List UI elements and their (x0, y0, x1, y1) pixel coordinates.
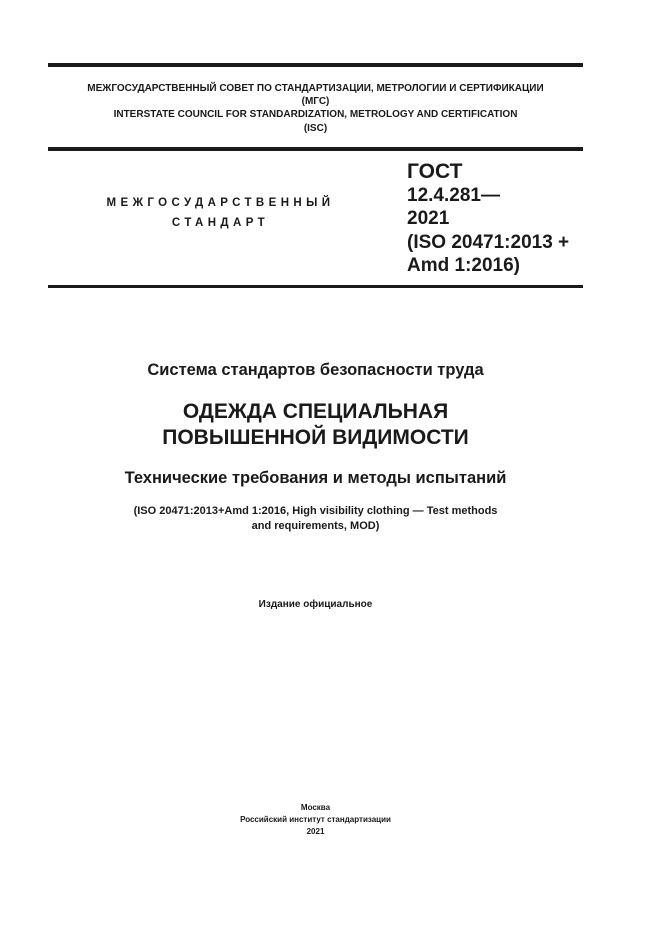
iso-reference-line2: and requirements, MOD) (251, 520, 380, 532)
council-abbr-ru: (МГС) (301, 96, 330, 108)
iso-reference (48, 504, 583, 534)
standard-kind-line1: МЕЖГОСУДАРСТВЕННЫЙ (106, 197, 335, 209)
standard-kind (48, 193, 393, 233)
council-abbr-en: (ISC) (303, 122, 328, 134)
council-name-ru: МЕЖГОСУДАРСТВЕННЫЙ СОВЕТ ПО СТАНДАРТИЗАЦИИ, МЕТРОЛОГИИ И СЕРТИФИКАЦИИ (87, 83, 544, 94)
imprint-publisher: Российский институт стандартизации (240, 815, 391, 824)
main-title-line2: ПОВЫШЕННОЙ ВИДИМОСТИ (162, 425, 469, 449)
main-title (48, 399, 583, 450)
main-title-line1: ОДЕЖДА СПЕЦИАЛЬНАЯ (182, 400, 449, 423)
top-rule (48, 63, 583, 67)
subtitle: Технические требования и методы испытаний (124, 469, 507, 487)
council-name-en: INTERSTATE COUNCIL FOR STANDARDIZATION, METROLOGY AND CERTIFICATION (113, 109, 518, 121)
designation-line2: 12.4.281— (407, 184, 500, 206)
designation-line3: 2021 (407, 208, 450, 229)
designation-rule (48, 285, 583, 288)
standard-designation (407, 160, 583, 278)
imprint (48, 802, 583, 838)
imprint-year: 2021 (306, 827, 325, 836)
system-title: Система стандартов безопасности труда (147, 361, 484, 379)
council-header (48, 82, 583, 135)
designation-line1: ГОСТ (407, 160, 463, 183)
edition-label: Издание официальное (258, 599, 373, 610)
designation-line4: (ISO 20471:2013 + (407, 231, 570, 253)
standard-kind-line2: СТАНДАРТ (171, 217, 270, 229)
header-rule (48, 147, 583, 151)
iso-reference-line1: (ISO 20471:2013+Amd 1:2016, High visibility clothing — Test methods (133, 505, 498, 517)
designation-line5: Amd 1:2016) (407, 255, 520, 276)
imprint-city: Москва (300, 803, 331, 812)
